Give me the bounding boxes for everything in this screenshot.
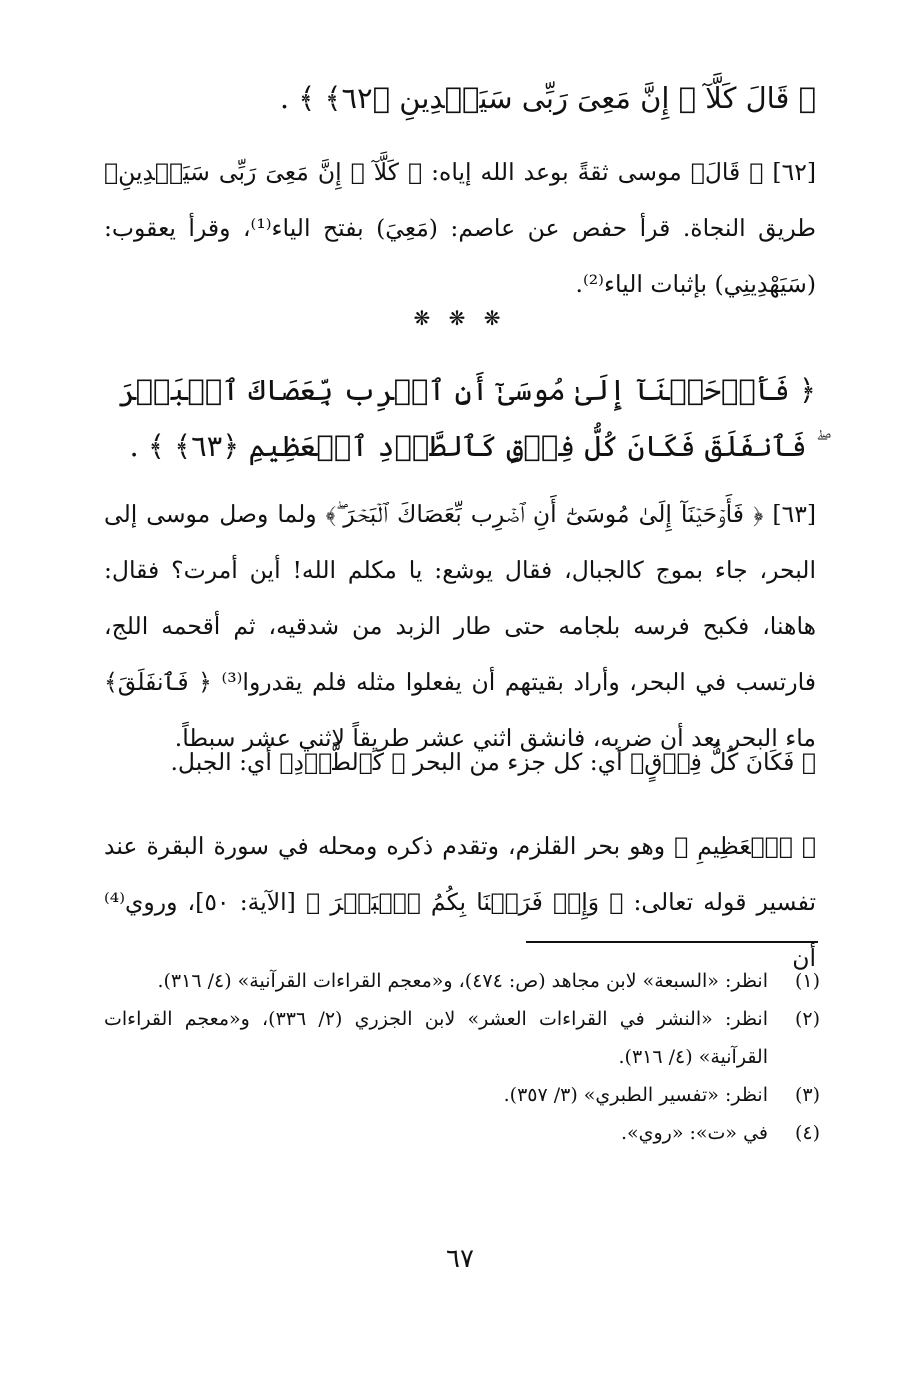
footnote-number: (١) [794,970,820,992]
commentary-paragraph-azim: ﴿ ٱلۡعَظِيمِ ﴾ وهو بحر القلزم، وتقدم ذكره ومحله في سورة البقرة عند تفسير قوله تعالى: ﴿ وَإِذۡ فَرَقۡنَا بِكُمُ ٱلۡبَحۡرَ ﴾ [الآية: ٥٠]، وروي⁽⁴⁾ أن [104,832,817,972]
page-number: ٦٧ [446,1244,474,1274]
commentary-paragraph-62: [٦٢] ﴿ قَالَ﴾ موسى ثقةً بوعد الله إياه: ﴿ كَلَّآ ۖ إِنَّ مَعِىَ رَبِّى سَيَهۡدِينِ﴾ طريق النجاة. قرأ حفص عن عاصم: (مَعِيَ) بفتح الياء⁽¹⁾، وقرأ يعقوب: (سَيَهْدِينِي) بإثبات الياء⁽²⁾. [104,158,816,298]
quran-verse-63: ﴿ فَأَوۡحَيۡنَآ إِلَىٰ مُوسَىٰٓ أَنِ ٱضۡرِب بِّعَصَاكَ ٱلۡبَحۡرَ ۖ فَٱنفَلَقَ فَكَانَ كُلُّ فِرۡقٍ كَٱلطَّوۡدِ ٱلۡعَظِيمِ ﴿٦٣﴾ ﴾ . [118,373,816,463]
quran-verse-62: ﴿ قَالَ كَلَّآ ۖ إِنَّ مَعِىَ رَبِّى سَيَهۡدِينِ ﴿٦٢﴾ ﴾ . [279,81,816,115]
footnote-number: (٤) [794,1122,820,1144]
footnote-text: انظر: «السبعة» لابن مجاهد (ص: ٤٧٤)، و«معجم القراءات القرآنية» (٤/ ٣١٦). [157,970,768,992]
footnote-text: انظر: «تفسير الطبري» (٣/ ٣٥٧). [503,1084,768,1106]
footnote-3 [104,1076,820,1114]
footnote-4 [104,1114,820,1152]
commentary-paragraph-63: [٦٣] ﴿ فَأَوۡحَيۡنَآ إِلَىٰ مُوسَىٰٓ أَنِ ٱضۡرِب بِّعَصَاكَ ٱلۡبَحۡرَ ۖ﴾ ولما وصل موسى إلى البحر، جاء بموج كالجبال، فقال يوشع: يا مكلم الله! أين أمرت؟ فقال: هاهنا، فكبح فرسه بلجامه حتى طار الزبد من شدقيه، ثم أقحمه اللج، فارتسب في البحر، وأراد بقيتهم أن يفعلوا مثله فلم يقدروا⁽³⁾ ﴿ فَٱنفَلَقَ﴾ ماء البحر بعد أن ضربه، فانشق اثني عشر طريقاً لاثني عشر سبطاً. [104,500,816,752]
footnote-text: انظر: «النشر في القراءات العشر» لابن الجزري (٢/ ٣٣٦)، و«معجم القراءات القرآنية» (٤/ ٣١٦). [104,1008,769,1068]
footnote-2 [104,1000,820,1076]
footnote-number: (٢) [794,1008,820,1030]
footnote-1 [104,962,820,1000]
footnote-number: (٣) [794,1084,820,1106]
commentary-paragraph-fakan: ﴿ فَكَانَ كُلُّ فِرۡقٍ﴾ أي: كل جزء من البحر ﴿ كَٱلطَّوۡدِ﴾ أي: الجبل. [170,748,816,776]
section-separator: ❋ ❋ ❋ [413,306,507,330]
footnotes [104,962,820,1152]
footnote-text: في «ت»: «روي». [620,1122,768,1144]
footnote-divider [526,941,818,943]
